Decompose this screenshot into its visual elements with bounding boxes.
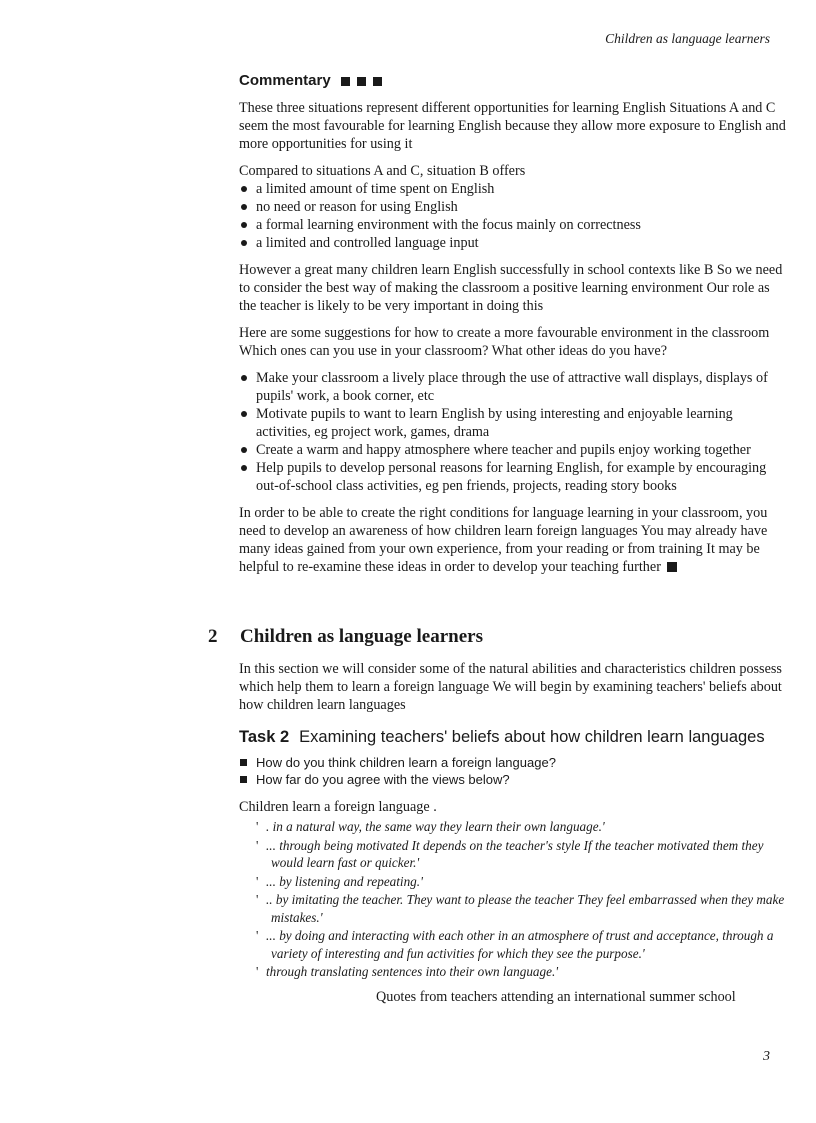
- quote-item: [256, 818, 787, 836]
- commentary-block: [239, 72, 787, 585]
- quote-mark: ': [256, 928, 259, 943]
- section-number: 2: [208, 626, 218, 647]
- list-item: Motivate pupils to want to learn English by using interesting and enjoyable learning activities, eg project work, games, drama: [239, 405, 787, 441]
- list-item: How far do you agree with the views below?: [239, 771, 787, 788]
- commentary-closing-text: In order to be able to create the right conditions for language learning in your classroom, you need to develop an awareness of how children learn foreign languages You may already have many ideas gained from your own experience, from your reading or from training It may be helpful to re-examine these ideas in order to develop your teaching further: [239, 505, 768, 575]
- quote-mark: ': [256, 837, 259, 853]
- list-item: a limited amount of time spent on English: [239, 180, 787, 198]
- quote-item: [256, 963, 787, 981]
- suggestions-list: [239, 369, 787, 495]
- section-body: [239, 660, 787, 1006]
- square-icon: [373, 77, 382, 86]
- section-title: Children as language learners: [240, 626, 483, 647]
- quote-mark: ': [256, 964, 259, 979]
- quote-text: through translating sentences into their own language.': [266, 964, 559, 979]
- commentary-heading-text: Commentary: [239, 72, 331, 89]
- commentary-heading: [239, 72, 787, 90]
- list-item: no need or reason for using English: [239, 198, 787, 216]
- quote-item: [256, 873, 787, 891]
- commentary-paragraph: Here are some suggestions for how to create a more favourable environment in the classroom Which ones can you use in your classroom? What other ideas do you have?: [239, 325, 770, 359]
- end-square-icon: [667, 562, 677, 572]
- quote-mark: ': [256, 819, 259, 834]
- quote-item: [256, 927, 787, 962]
- quote-item: [256, 837, 787, 872]
- offers-list: [239, 180, 787, 252]
- task-label: Task 2: [239, 728, 290, 746]
- quotes-list: [239, 818, 787, 981]
- quotes-intro: Children learn a foreign language .: [239, 799, 437, 815]
- list-item: How do you think children learn a foreign language?: [239, 754, 787, 771]
- commentary-paragraph: However a great many children learn English successfully in school contexts like B So we need to consider the best way of making the classroom a positive learning environment Our role as the teacher is likely to be very important in doing this: [239, 262, 783, 314]
- square-icon: [341, 77, 350, 86]
- quote-text: ... by listening and repeating.': [266, 873, 423, 889]
- quote-mark: ': [256, 892, 259, 907]
- quote-text: . in a natural way, the same way they learn their own language.': [266, 819, 605, 834]
- quotes-caption: Quotes from teachers attending an international summer school: [376, 988, 736, 1005]
- list-item: Help pupils to develop personal reasons for learning English, for example by encouraging out-of-school class activities, eg pen friends, projects, reading story books: [239, 459, 787, 495]
- quote-text: ... through being motivated It depends on the teacher's style If the teacher motivated them they would learn fast or quicker.': [266, 837, 764, 870]
- quote-mark: ': [256, 873, 259, 889]
- list-item: Create a warm and happy atmosphere where teacher and pupils enjoy working together: [239, 441, 787, 459]
- task-heading: [239, 728, 787, 746]
- list-item: Make your classroom a lively place through the use of attractive wall displays, displays of pupils' work, a book corner, etc: [239, 369, 787, 405]
- quote-item: [256, 891, 787, 926]
- section-heading: [208, 626, 788, 648]
- quote-text: .. by imitating the teacher. They want to please the teacher They feel embarrassed when they make mistakes.': [266, 892, 785, 925]
- running-header: Children as language learners: [605, 31, 770, 46]
- list-item: a limited and controlled language input: [239, 234, 787, 252]
- task-title: Examining teachers' beliefs about how children learn languages: [299, 728, 765, 746]
- commentary-paragraph: Compared to situations A and C, situation B offers: [239, 163, 526, 179]
- task-questions: [239, 754, 787, 788]
- page-number: 3: [763, 1049, 770, 1064]
- commentary-paragraph: These three situations represent different opportunities for learning English Situations A and C seem the most favourable for learning English because they allow more exposure to English and more opportunities for using it: [239, 100, 786, 152]
- square-icon: [357, 77, 366, 86]
- commentary-paragraph: [239, 504, 787, 576]
- quote-text: ... by doing and interacting with each other in an atmosphere of trust and acceptance, through a variety of interesting and fun activities for which they see the purpose.': [266, 928, 774, 961]
- section-intro: In this section we will consider some of the natural abilities and characteristics children possess which help them to learn a foreign language We will begin by examining teachers' beliefs about how children learn languages: [239, 661, 782, 713]
- list-item: a formal learning environment with the focus mainly on correctness: [239, 216, 787, 234]
